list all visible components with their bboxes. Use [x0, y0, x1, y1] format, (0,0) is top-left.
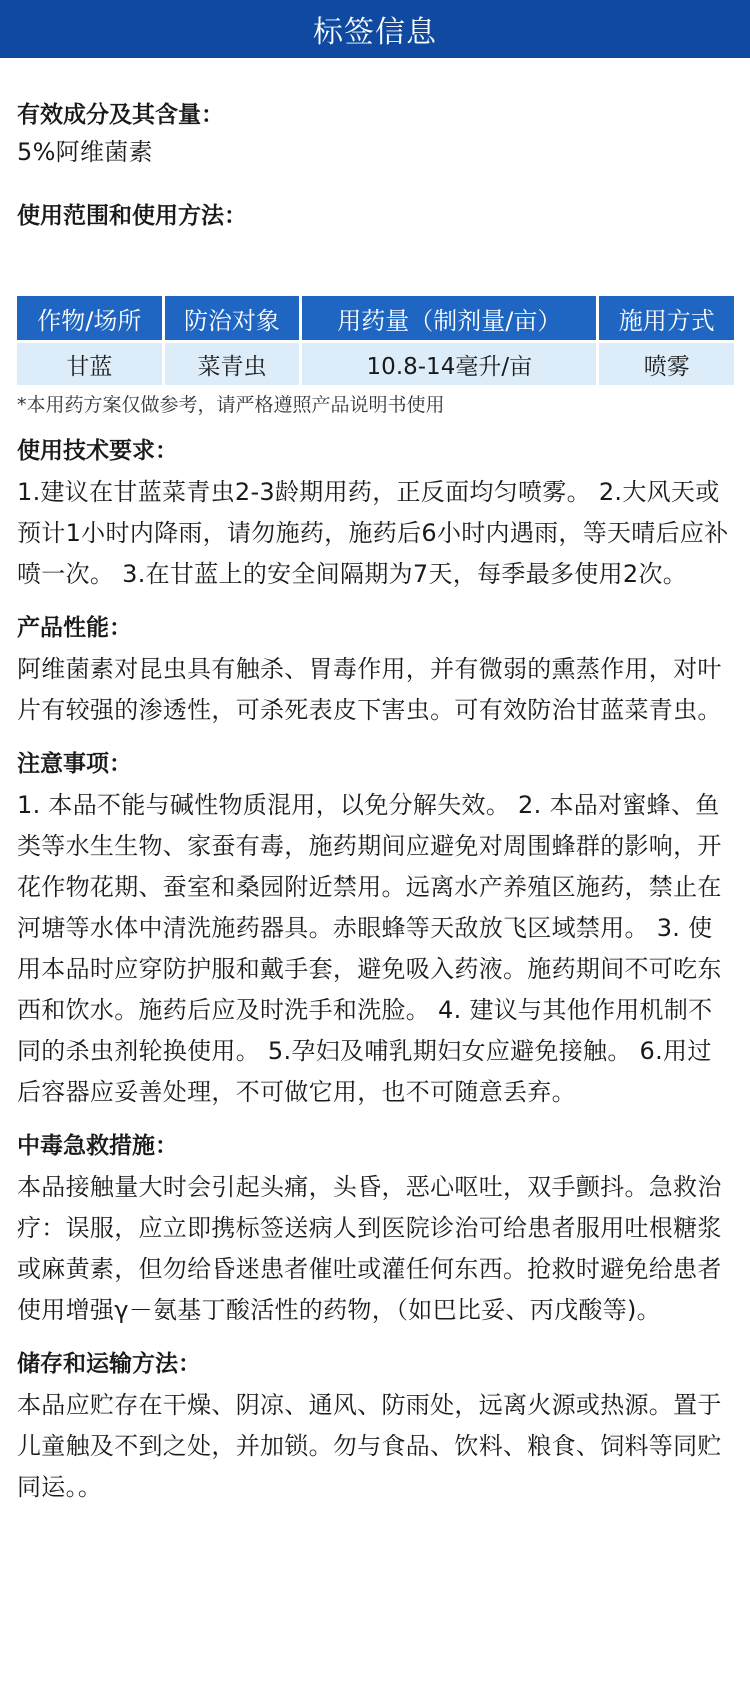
label-content — [0, 100, 750, 1508]
firstaid-body: 本品接触量大时会引起头痛，头昏，恶心呕吐，双手颤抖。急救治疗：误服，应立即携标签送病人到医院诊治可给患者服用吐根糖浆或麻黄素，但勿给昏迷患者催吐或灌任何东西。抢救时避免给患者使用增强γ－氨基丁酸活性的药物，（如巴比妥、丙戊酸等)。 — [17, 1173, 722, 1324]
caution-body: 1. 本品不能与碱性物质混用，以免分解失效。 2. 本品对蜜蜂、鱼类等水生生物、家蚕有毒，施药期间应避免对周围蜂群的影响，开花作物花期、蚕室和桑园附近禁用。远离水产养殖区施药，禁止在河塘等水体中清洗施药器具。赤眼蜂等天敌放飞区域禁用。 3. 使用本品时应穿防护服和戴手套，避免吸入药液。施药期间不可吃东西和饮水。施药后应及时洗手和洗脸。 4. 建议与其他作用机制不同的杀虫剂轮换使用。 5.孕妇及哺乳期妇女应避免接触。 6.用过后容器应妥善处理，不可做它用，也不可随意丢弃。 — [17, 791, 722, 1106]
firstaid-title: 中毒急救措施： — [17, 1133, 178, 1159]
usage-note: *本用药方案仅做参考，请严格遵照产品说明书使用 — [17, 394, 445, 416]
table-row — [17, 343, 734, 385]
ingredients-title: 有效成分及其含量： — [17, 102, 224, 128]
usage-section — [17, 201, 734, 420]
performance-title: 产品性能： — [17, 615, 132, 641]
cell-target: 菜青虫 — [165, 343, 300, 385]
storage-body: 本品应贮存在干燥、阴凉、通风、防雨处，远离火源或热源。置于儿童触及不到之处，并加锁。勿与食品、饮料、粮食、饲料等同贮同运。。 — [17, 1391, 722, 1501]
storage-title: 储存和运输方法： — [17, 1351, 201, 1377]
tech-title: 使用技术要求： — [17, 438, 178, 464]
usage-table-header — [17, 296, 734, 340]
usage-title: 使用范围和使用方法： — [17, 203, 247, 229]
tech-body: 1.建议在甘蓝菜青虫2-3龄期用药，正反面均匀喷雾。 2.大风天或预计1小时内降雨，请勿施药，施药后6小时内遇雨，等天晴后应补喷一次。 3.在甘蓝上的安全间隔期为7天，每季最多使用2次。 — [17, 478, 729, 588]
cell-crop: 甘蓝 — [17, 343, 162, 385]
ingredients-value: 5%阿维菌素 — [17, 138, 153, 166]
usage-table — [14, 293, 737, 388]
page-title: 标签信息 — [313, 15, 437, 50]
header-target: 防治对象 — [165, 296, 300, 340]
performance-body: 阿维菌素对昆虫具有触杀、胃毒作用，并有微弱的熏蒸作用，对叶片有较强的渗透性，可杀死表皮下害虫。可有效防治甘蓝菜青虫。 — [17, 655, 722, 724]
caution-title: 注意事项： — [17, 751, 132, 777]
storage-section — [17, 1349, 734, 1508]
cell-dosage: 10.8-14毫升/亩 — [302, 343, 596, 385]
cell-method: 喷雾 — [599, 343, 734, 385]
firstaid-section — [17, 1131, 734, 1331]
page-header — [0, 0, 750, 58]
caution-section — [17, 749, 734, 1113]
ingredients-section — [17, 100, 734, 173]
tech-section — [17, 436, 734, 595]
header-dosage: 用药量（制剂量/亩） — [302, 296, 596, 340]
performance-section — [17, 613, 734, 731]
header-method: 施用方式 — [599, 296, 734, 340]
header-crop: 作物/场所 — [17, 296, 162, 340]
